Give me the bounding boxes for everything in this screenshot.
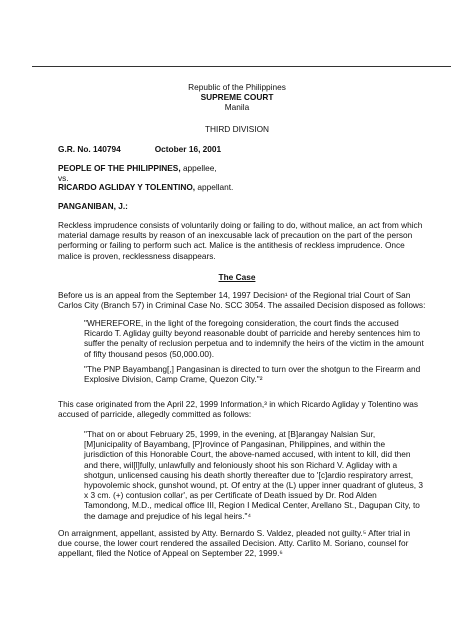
case-number-line bbox=[58, 144, 454, 154]
text-line: Explosive Division, Camp Crame, Quezon City."² bbox=[84, 374, 263, 385]
text-line: "WHEREFORE, in the light of the foregoing consideration, the court finds the accused bbox=[84, 318, 399, 328]
top-divider bbox=[32, 66, 451, 67]
text-line: material damage results by reason of an inexcusable lack of precaution on the part of the person bbox=[58, 230, 413, 241]
party-appellant bbox=[58, 182, 454, 192]
text-line: accused of parricide, allegedly committed as follows: bbox=[58, 409, 252, 420]
gr-number: G.R. No. 140794 bbox=[58, 144, 121, 154]
text-line: shotgun, unlicensed causing his death shortly thereafter due to '[c]ardio respiratory arrest, bbox=[84, 469, 414, 480]
text-line: due course, the lower court rendered the assailed Decision. Atty. Carlito M. Soriano, counsel for bbox=[58, 538, 409, 549]
quote-information bbox=[84, 429, 454, 521]
text-line: Tamondong, M.D., medical office III, Region I Medical Center, Arellano St., Dagupan City, to bbox=[84, 500, 420, 511]
division-title: THIRD DIVISION bbox=[204, 124, 270, 134]
text-line: and there, wil[l]fully, unlawfully and feloniously shoot his son Richard V. Agliday with a bbox=[84, 459, 398, 470]
text-line: suffer the penalty of reclusion perpetua and to indemnify the heirs of the victim in the amount bbox=[84, 338, 424, 349]
republic-line: Republic of the Philippines bbox=[188, 82, 286, 92]
section-heading: The Case bbox=[218, 272, 256, 282]
text-line: [M]unicipality of Bayambang, [P]rovince of Pangasinan, Philippines, and within the bbox=[84, 439, 386, 450]
paragraph-arraignment bbox=[58, 528, 454, 559]
text-line: appellant, filed the Notice of Appeal on September 22, 1999.⁶ bbox=[58, 548, 283, 559]
text-line: On arraignment, appellant, assisted by Atty. Bernardo S. Valdez, pleaded not guilty.⁵ After trial in bbox=[58, 528, 411, 538]
paragraph-appeal bbox=[58, 290, 454, 310]
versus-line: vs. bbox=[58, 173, 69, 183]
appellee-role: appellee, bbox=[180, 163, 217, 173]
text-line: This case originated from the April 22, 1999 Information,³ in which Ricardo Agliday y Tolentino was bbox=[58, 399, 419, 409]
text-line: jurisdiction of this Honorable Court, the above-named accused, with intent to kill, did then bbox=[84, 449, 411, 460]
party-appellee bbox=[58, 163, 454, 173]
appellant-role: appellant. bbox=[195, 182, 234, 192]
text-line: Before us is an appeal from the September 14, 1997 Decision¹ of the Regional trial Court of San bbox=[58, 290, 411, 300]
text-line: the damage and prejudice of his legal heirs."⁴ bbox=[84, 510, 252, 521]
decision-date: October 16, 2001 bbox=[154, 144, 222, 154]
text-line: of fifty thousand pesos (50,000.00). bbox=[84, 348, 215, 359]
ponente: PANGANIBAN, J.: bbox=[58, 201, 128, 211]
text-line: Reckless imprudence consists of voluntarily doing or failing to do, without malice, an act from which bbox=[58, 220, 423, 230]
text-line: malice is proven, recklessness disappears. bbox=[58, 250, 216, 261]
court-city: Manila bbox=[224, 102, 250, 112]
text-line: Ricardo T. Agliday guilty beyond reasonable doubt of parricide and hereby sentences him to bbox=[84, 328, 421, 339]
text-line: x 3 cm. (+) contusion collar', as per Certificate of Death issued by Dr. Rod Alden bbox=[84, 490, 377, 501]
appellant-name: RICARDO AGLIDAY Y TOLENTINO, bbox=[58, 182, 196, 192]
text-line: performing or failing to perform such act. Malice is the antithesis of reckless imprudence. Once bbox=[58, 240, 405, 251]
text-line: Carlos City (Branch 57) in Criminal Case No. SCC 3054. The assailed Decision disposed as follows: bbox=[58, 300, 426, 311]
text-line: "That on or about February 25, 1999, in the evening, at [B]arangay Nalsian Sur, bbox=[84, 429, 376, 439]
intro-paragraph bbox=[58, 220, 454, 261]
text-line: "The PNP Bayambang[,] Pangasinan is directed to turn over the shotgun to the Firearm and bbox=[84, 364, 421, 374]
quote-dispositive bbox=[84, 318, 454, 359]
paragraph-information bbox=[58, 399, 454, 419]
court-name: SUPREME COURT bbox=[200, 92, 274, 102]
text-line: hypovolemic shock, gunshot wound, pt. Of entry at the (L) upper inner quadrant of gluteus, 3 bbox=[84, 480, 423, 491]
quote-shotgun bbox=[84, 364, 454, 384]
appellee-name: PEOPLE OF THE PHILIPPINES, bbox=[58, 163, 181, 173]
